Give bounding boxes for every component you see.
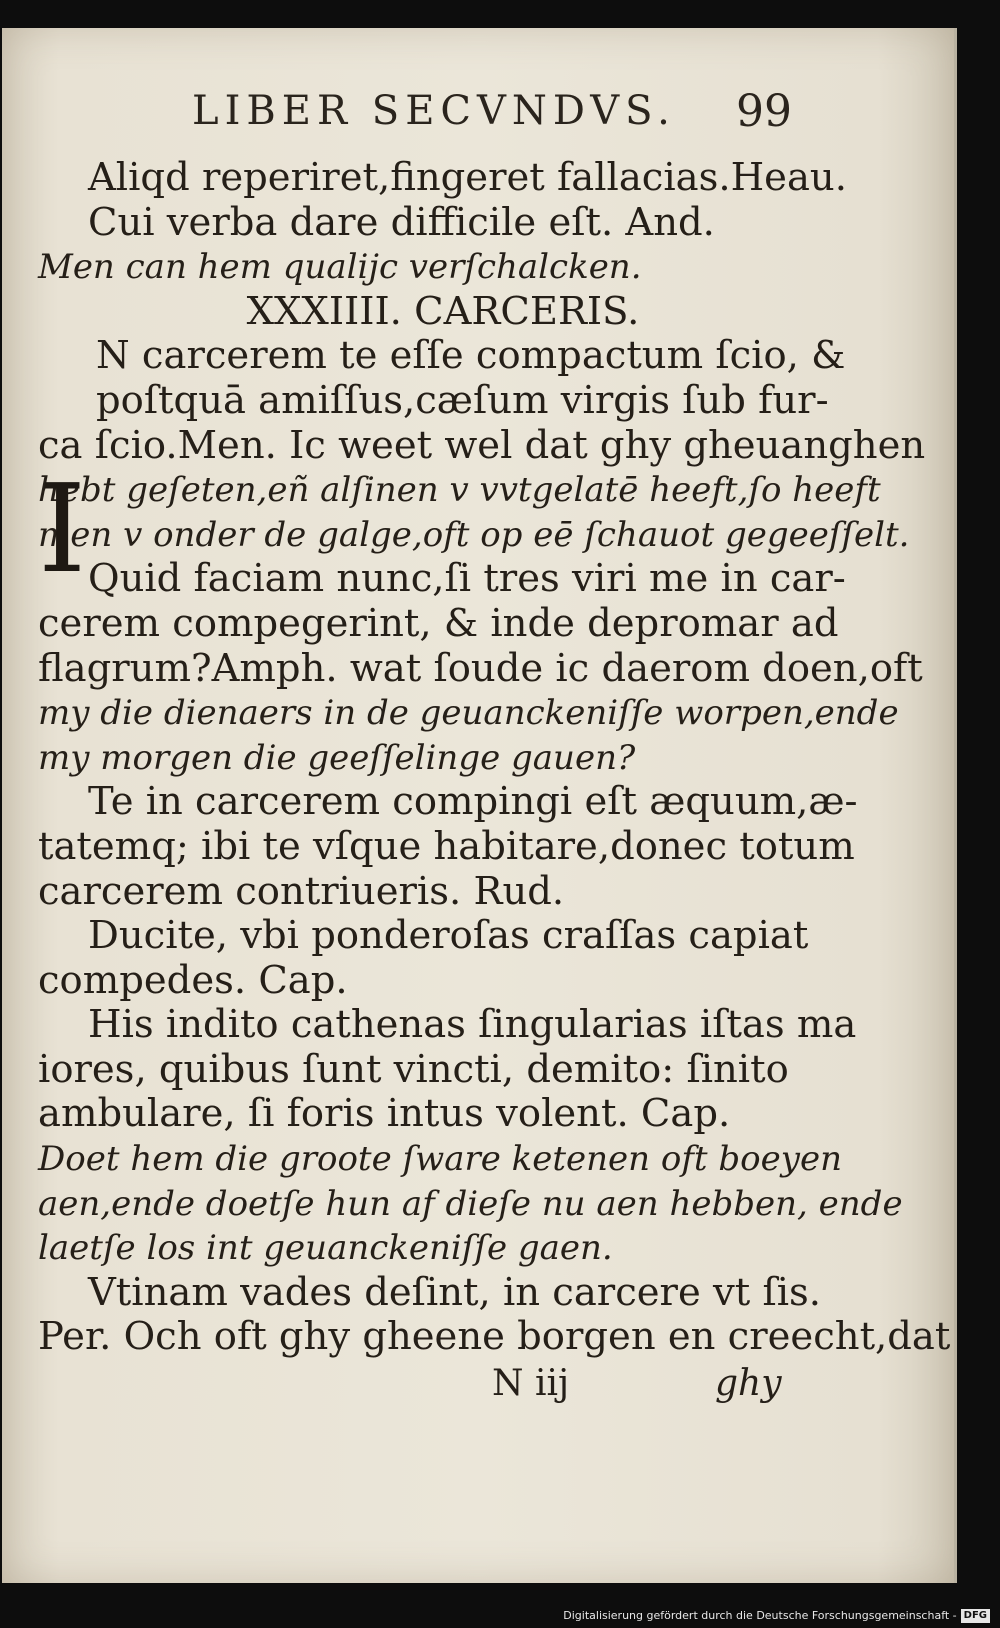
page-number: 99 <box>736 86 792 137</box>
catchword: ghy <box>715 1363 782 1404</box>
text-line: cerem compegerint, & inde depromar ad <box>38 600 839 646</box>
signature-mark: N iij <box>492 1363 570 1404</box>
running-title: LIBER SECVNDVS. <box>192 88 676 134</box>
text-line: Per. Och oft ghy gheene borgen en creecht,dat <box>38 1314 951 1360</box>
text-line: His indito cathenas ſingularias iſtas ma <box>88 1002 857 1048</box>
text-line: compedes. Cap. <box>38 957 348 1003</box>
book-page <box>2 28 957 1583</box>
body-text <box>38 155 951 1360</box>
text-line: tatemq; ibi te vſque habitare,donec totum <box>38 823 855 869</box>
text-line: hebt geſeten,eñ alſinen v vvtgelatē heeft,ſo heeft <box>38 470 881 511</box>
text-line: Vtinam vades deſint, in carcere vt ſis. <box>88 1269 822 1315</box>
text-line: carcerem contriueris. Rud. <box>38 868 565 914</box>
text-line: Ducite, vbi ponderoſas craſſas capiat <box>88 913 809 959</box>
text-line: flagrum?Amph. wat ſoude ic daerom doen,oft <box>38 645 923 691</box>
text-line: Cui verba dare difficile eſt. And. <box>88 199 715 245</box>
text-line: Te in carcerem compingi eſt æquum,æ- <box>88 779 858 825</box>
section-heading: XXXIIII. CARCERIS. <box>246 288 640 334</box>
page-header <box>192 88 792 148</box>
text-line: Quid faciam nunc,ſi tres viri me in car- <box>88 556 846 602</box>
dfg-logo: DFG <box>961 1609 990 1623</box>
text-line: Doet hem die groote ſware ketenen oft boeyen <box>38 1139 842 1180</box>
text-line: ambulare, ſi foris intus volent. Cap. <box>38 1091 731 1137</box>
text-line: ca ſcio.Men. Ic weet wel dat ghy gheuanghen <box>38 422 926 468</box>
text-line: Men can hem qualijc verſchalcken. <box>38 247 642 288</box>
text-line: aen,ende doetſe hun af dieſe nu aen hebben, ende <box>38 1183 903 1224</box>
text-line: men v onder de galge,oft op eē ſchauot gegeeſſelt. <box>38 514 910 555</box>
text-line: my morgen die geeſſelinge gauen? <box>38 737 636 778</box>
text-line: my die dienaers in de geuanckeniſſe worpen,ende <box>38 693 899 734</box>
credit-text: Digitalisierung gefördert durch die Deutsche Forschungsgemeinschaft - <box>563 1609 957 1622</box>
text-line: laetſe los int geuanckeniſſe gaen. <box>38 1228 613 1269</box>
text-line: poſtquā amiſſus,cæſum virgis ſub fur- <box>96 377 829 423</box>
drop-capital: I <box>38 458 87 600</box>
text-line: Aliqd reperiret,fingeret fallacias.Heau. <box>88 155 847 200</box>
text-line: N carcerem te eſſe compactum ſcio, & <box>96 333 846 379</box>
digitization-credit <box>560 1606 990 1626</box>
text-line: iores, quibus ſunt vincti, demito: ſinito <box>38 1046 789 1092</box>
